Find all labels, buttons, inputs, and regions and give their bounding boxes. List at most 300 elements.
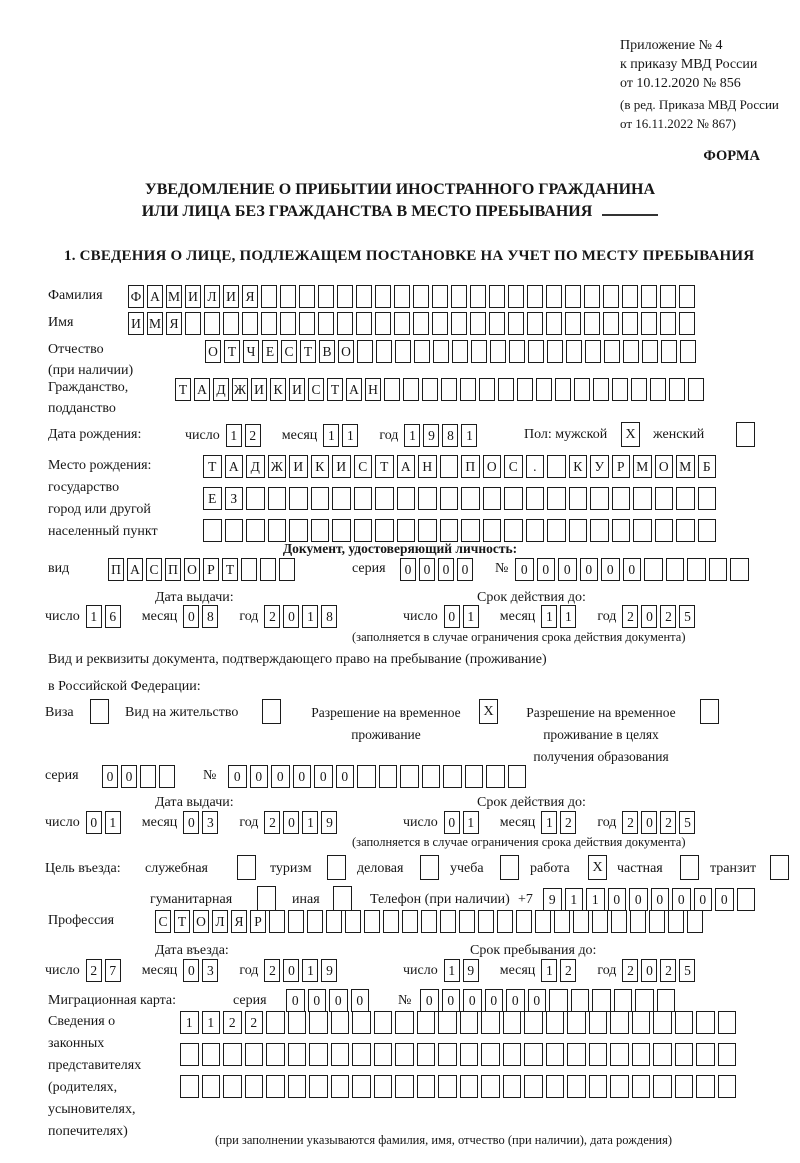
residence-valid-year-boxes[interactable] (622, 811, 698, 834)
char-box[interactable] (527, 312, 543, 335)
char-box[interactable]: 1 (342, 424, 358, 447)
char-box[interactable] (354, 487, 373, 510)
char-box[interactable]: 0 (308, 989, 327, 1012)
char-box[interactable] (679, 312, 695, 335)
char-box[interactable]: И (289, 378, 305, 401)
char-box[interactable] (266, 1075, 285, 1098)
char-box[interactable]: 9 (321, 959, 337, 982)
char-box[interactable]: И (332, 455, 351, 478)
char-box[interactable]: 2 (560, 959, 576, 982)
char-box[interactable]: Т (203, 455, 222, 478)
char-box[interactable]: Н (365, 378, 381, 401)
doc-issue-day-boxes[interactable] (86, 605, 124, 628)
char-box[interactable]: С (308, 378, 324, 401)
char-box[interactable]: 0 (601, 558, 620, 581)
char-box[interactable]: 2 (660, 959, 676, 982)
char-box[interactable] (394, 285, 410, 308)
char-box[interactable] (185, 312, 201, 335)
char-box[interactable] (289, 487, 308, 510)
char-box[interactable] (452, 340, 468, 363)
char-box[interactable] (698, 519, 717, 542)
stay-month-boxes[interactable] (541, 959, 579, 982)
char-box[interactable]: Е (262, 340, 278, 363)
residence-issue-year-boxes[interactable] (264, 811, 340, 834)
char-box[interactable] (374, 1043, 393, 1066)
char-box[interactable] (504, 519, 523, 542)
char-box[interactable] (440, 455, 459, 478)
char-box[interactable]: К (311, 455, 330, 478)
char-box[interactable] (288, 1043, 307, 1066)
char-box[interactable] (345, 910, 361, 933)
char-box[interactable] (374, 1075, 393, 1098)
char-box[interactable] (567, 1075, 586, 1098)
char-box[interactable] (352, 1075, 371, 1098)
char-box[interactable]: Т (174, 910, 190, 933)
purpose-transit-checkbox[interactable] (770, 855, 792, 880)
char-box[interactable] (490, 340, 506, 363)
char-box[interactable] (180, 1075, 199, 1098)
doc-number-boxes[interactable] (515, 558, 752, 581)
char-box[interactable] (443, 765, 462, 788)
doc-seriya-boxes[interactable] (400, 558, 476, 581)
residence-issue-month-boxes[interactable] (183, 811, 221, 834)
char-box[interactable]: Ж (232, 378, 248, 401)
char-box[interactable]: Е (203, 487, 222, 510)
char-box[interactable]: Т (222, 558, 238, 581)
char-box[interactable] (546, 1011, 565, 1034)
char-box[interactable]: 0 (102, 765, 118, 788)
char-box[interactable] (269, 910, 285, 933)
char-box[interactable]: 0 (651, 888, 670, 911)
char-box[interactable]: Р (612, 455, 631, 478)
char-box[interactable] (524, 1043, 543, 1066)
char-box[interactable] (417, 1043, 436, 1066)
char-box[interactable] (451, 285, 467, 308)
char-box[interactable] (400, 765, 419, 788)
char-box[interactable] (546, 1075, 565, 1098)
char-box[interactable] (326, 910, 342, 933)
char-box[interactable] (567, 1011, 586, 1034)
char-box[interactable] (584, 285, 600, 308)
char-box[interactable] (736, 422, 755, 447)
char-box[interactable] (700, 699, 719, 724)
stay-year-boxes[interactable] (622, 959, 698, 982)
char-box[interactable] (669, 378, 685, 401)
char-box[interactable]: 0 (672, 888, 691, 911)
char-box[interactable] (565, 312, 581, 335)
char-box[interactable]: И (289, 455, 308, 478)
surname-boxes[interactable] (128, 285, 698, 308)
char-box[interactable] (299, 312, 315, 335)
char-box[interactable]: Т (375, 455, 394, 478)
char-box[interactable] (403, 378, 419, 401)
char-box[interactable] (309, 1043, 328, 1066)
char-box[interactable] (630, 910, 646, 933)
char-box[interactable] (655, 519, 674, 542)
char-box[interactable] (311, 519, 330, 542)
char-box[interactable] (266, 1043, 285, 1066)
char-box[interactable] (657, 989, 676, 1012)
char-box[interactable]: Б (698, 455, 717, 478)
char-box[interactable] (687, 558, 706, 581)
char-box[interactable]: И (185, 285, 201, 308)
char-box[interactable] (517, 378, 533, 401)
char-box[interactable] (649, 910, 665, 933)
char-box[interactable] (352, 1011, 371, 1034)
citizenship-boxes[interactable] (175, 378, 707, 401)
char-box[interactable] (603, 312, 619, 335)
char-box[interactable]: 0 (286, 989, 305, 1012)
char-box[interactable]: 2 (264, 605, 280, 628)
char-box[interactable]: Ж (268, 455, 287, 478)
char-box[interactable] (433, 340, 449, 363)
char-box[interactable]: С (146, 558, 162, 581)
char-box[interactable] (223, 312, 239, 335)
char-box[interactable]: М (633, 455, 652, 478)
char-box[interactable]: Л (212, 910, 228, 933)
char-box[interactable]: О (193, 910, 209, 933)
char-box[interactable]: 0 (271, 765, 290, 788)
birth-month-boxes[interactable] (323, 424, 361, 447)
char-box[interactable] (737, 888, 756, 911)
char-box[interactable]: А (194, 378, 210, 401)
char-box[interactable] (268, 487, 287, 510)
migration-seriya-boxes[interactable] (286, 989, 372, 1012)
char-box[interactable] (417, 1075, 436, 1098)
char-box[interactable]: 0 (336, 765, 355, 788)
char-box[interactable] (614, 989, 633, 1012)
char-box[interactable] (438, 1075, 457, 1098)
purpose-humanitarian-checkbox[interactable] (257, 886, 279, 911)
char-box[interactable] (610, 1043, 629, 1066)
char-box[interactable]: А (225, 455, 244, 478)
char-box[interactable]: 1 (404, 424, 420, 447)
char-box[interactable] (204, 312, 220, 335)
char-box[interactable]: 8 (202, 605, 218, 628)
doc-valid-day-boxes[interactable] (444, 605, 482, 628)
entry-day-boxes[interactable] (86, 959, 124, 982)
char-box[interactable] (402, 910, 418, 933)
char-box[interactable]: 1 (444, 959, 460, 982)
char-box[interactable] (280, 285, 296, 308)
char-box[interactable]: Т (175, 378, 191, 401)
char-box[interactable]: 0 (641, 605, 657, 628)
char-box[interactable] (438, 1043, 457, 1066)
char-box[interactable] (644, 558, 663, 581)
char-box[interactable] (203, 519, 222, 542)
char-box[interactable]: О (655, 455, 674, 478)
char-box[interactable]: 1 (105, 811, 121, 834)
char-box[interactable] (459, 910, 475, 933)
char-box[interactable] (245, 1043, 264, 1066)
char-box[interactable]: 2 (622, 605, 638, 628)
char-box[interactable] (696, 1043, 715, 1066)
char-box[interactable] (653, 1075, 672, 1098)
char-box[interactable] (356, 312, 372, 335)
char-box[interactable] (288, 1011, 307, 1034)
char-box[interactable]: 0 (608, 888, 627, 911)
char-box[interactable] (422, 378, 438, 401)
char-box[interactable] (375, 519, 394, 542)
char-box[interactable] (622, 312, 638, 335)
char-box[interactable] (590, 519, 609, 542)
char-box[interactable] (535, 910, 551, 933)
char-box[interactable]: 0 (293, 765, 312, 788)
firstname-boxes[interactable] (128, 312, 698, 335)
char-box[interactable] (332, 487, 351, 510)
char-box[interactable] (675, 1043, 694, 1066)
char-box[interactable]: 0 (715, 888, 734, 911)
char-box[interactable] (364, 910, 380, 933)
char-box[interactable] (461, 487, 480, 510)
char-box[interactable] (432, 285, 448, 308)
char-box[interactable] (546, 1043, 565, 1066)
char-box[interactable]: 5 (679, 811, 695, 834)
char-box[interactable] (642, 340, 658, 363)
char-box[interactable] (698, 487, 717, 510)
char-box[interactable]: 0 (444, 605, 460, 628)
char-box[interactable] (549, 989, 568, 1012)
char-box[interactable] (632, 1011, 651, 1034)
char-box[interactable] (374, 1011, 393, 1034)
phone-boxes[interactable] (543, 888, 758, 911)
birth-place-row1-boxes[interactable] (203, 455, 719, 478)
char-box[interactable]: 0 (228, 765, 247, 788)
char-box[interactable] (679, 285, 695, 308)
char-box[interactable]: А (346, 378, 362, 401)
char-box[interactable]: 0 (444, 811, 460, 834)
char-box[interactable] (546, 312, 562, 335)
char-box[interactable] (641, 285, 657, 308)
char-box[interactable] (309, 1011, 328, 1034)
char-box[interactable]: Ч (243, 340, 259, 363)
char-box[interactable]: И (223, 285, 239, 308)
char-box[interactable]: 5 (679, 605, 695, 628)
char-box[interactable]: О (338, 340, 354, 363)
char-box[interactable] (260, 558, 276, 581)
char-box[interactable] (395, 1075, 414, 1098)
char-box[interactable]: О (205, 340, 221, 363)
char-box[interactable] (460, 1043, 479, 1066)
char-box[interactable] (440, 519, 459, 542)
char-box[interactable] (159, 765, 175, 788)
char-box[interactable] (327, 855, 346, 880)
char-box[interactable] (497, 910, 513, 933)
char-box[interactable] (309, 1075, 328, 1098)
char-box[interactable] (289, 519, 308, 542)
char-box[interactable]: 7 (105, 959, 121, 982)
char-box[interactable] (471, 340, 487, 363)
doc-type-boxes[interactable] (108, 558, 298, 581)
char-box[interactable]: 9 (543, 888, 562, 911)
char-box[interactable]: X (588, 855, 607, 880)
residence-seriya-boxes[interactable] (102, 765, 178, 788)
char-box[interactable] (356, 285, 372, 308)
char-box[interactable] (288, 910, 304, 933)
char-box[interactable]: 0 (250, 765, 269, 788)
char-box[interactable]: К (569, 455, 588, 478)
char-box[interactable] (632, 1043, 651, 1066)
char-box[interactable]: 0 (580, 558, 599, 581)
char-box[interactable] (709, 558, 728, 581)
char-box[interactable]: 0 (537, 558, 556, 581)
char-box[interactable] (574, 378, 590, 401)
char-box[interactable]: 0 (183, 605, 199, 628)
char-box[interactable] (481, 1011, 500, 1034)
char-box[interactable] (394, 312, 410, 335)
profession-boxes[interactable] (155, 910, 706, 933)
char-box[interactable] (266, 1011, 285, 1034)
temp-permit-checkbox[interactable] (479, 699, 501, 724)
char-box[interactable] (516, 910, 532, 933)
char-box[interactable]: 9 (321, 811, 337, 834)
char-box[interactable] (268, 519, 287, 542)
char-box[interactable] (318, 285, 334, 308)
char-box[interactable]: А (127, 558, 143, 581)
char-box[interactable] (675, 1011, 694, 1034)
char-box[interactable]: 1 (586, 888, 605, 911)
char-box[interactable]: 0 (314, 765, 333, 788)
char-box[interactable]: 9 (463, 959, 479, 982)
char-box[interactable]: 0 (641, 959, 657, 982)
char-box[interactable] (375, 487, 394, 510)
char-box[interactable] (413, 312, 429, 335)
char-box[interactable] (569, 519, 588, 542)
char-box[interactable] (460, 1011, 479, 1034)
char-box[interactable]: 0 (629, 888, 648, 911)
char-box[interactable]: 1 (565, 888, 584, 911)
purpose-other-checkbox[interactable] (333, 886, 355, 911)
char-box[interactable] (571, 989, 590, 1012)
char-box[interactable] (593, 378, 609, 401)
char-box[interactable] (332, 519, 351, 542)
char-box[interactable] (180, 1043, 199, 1066)
char-box[interactable] (718, 1011, 737, 1034)
char-box[interactable] (331, 1075, 350, 1098)
char-box[interactable] (610, 1075, 629, 1098)
char-box[interactable] (680, 340, 696, 363)
char-box[interactable]: Р (250, 910, 266, 933)
char-box[interactable] (242, 312, 258, 335)
char-box[interactable] (257, 886, 276, 911)
char-box[interactable] (547, 519, 566, 542)
char-box[interactable]: 1 (226, 424, 242, 447)
char-box[interactable] (337, 312, 353, 335)
char-box[interactable]: 1 (463, 811, 479, 834)
char-box[interactable]: 2 (223, 1011, 242, 1034)
char-box[interactable] (676, 519, 695, 542)
migration-number-boxes[interactable] (420, 989, 678, 1012)
visa-checkbox[interactable] (90, 699, 112, 724)
char-box[interactable] (632, 1075, 651, 1098)
char-box[interactable] (650, 378, 666, 401)
char-box[interactable]: 0 (419, 558, 435, 581)
char-box[interactable] (418, 487, 437, 510)
char-box[interactable]: Р (203, 558, 219, 581)
residence-valid-month-boxes[interactable] (541, 811, 579, 834)
char-box[interactable]: 2 (660, 811, 676, 834)
char-box[interactable] (140, 765, 156, 788)
char-box[interactable] (612, 487, 631, 510)
char-box[interactable] (223, 1043, 242, 1066)
char-box[interactable] (589, 1011, 608, 1034)
purpose-official-checkbox[interactable] (237, 855, 259, 880)
char-box[interactable] (440, 910, 456, 933)
char-box[interactable]: 1 (541, 959, 557, 982)
char-box[interactable] (479, 378, 495, 401)
char-box[interactable] (585, 340, 601, 363)
char-box[interactable] (688, 378, 704, 401)
char-box[interactable]: 0 (623, 558, 642, 581)
char-box[interactable]: 2 (86, 959, 102, 982)
char-box[interactable] (451, 312, 467, 335)
char-box[interactable]: 6 (105, 605, 121, 628)
char-box[interactable]: С (281, 340, 297, 363)
char-box[interactable]: Л (204, 285, 220, 308)
char-box[interactable]: . (526, 455, 545, 478)
char-box[interactable]: Я (166, 312, 182, 335)
char-box[interactable] (528, 340, 544, 363)
char-box[interactable] (279, 558, 295, 581)
char-box[interactable] (478, 910, 494, 933)
stay-day-boxes[interactable] (444, 959, 482, 982)
char-box[interactable] (524, 1011, 543, 1034)
char-box[interactable] (202, 1075, 221, 1098)
char-box[interactable]: П (108, 558, 124, 581)
char-box[interactable] (661, 340, 677, 363)
char-box[interactable]: 1 (463, 605, 479, 628)
char-box[interactable] (460, 378, 476, 401)
char-box[interactable] (483, 519, 502, 542)
purpose-tourism-checkbox[interactable] (327, 855, 349, 880)
char-box[interactable] (421, 910, 437, 933)
char-box[interactable] (584, 312, 600, 335)
char-box[interactable]: 1 (180, 1011, 199, 1034)
char-box[interactable]: 0 (528, 989, 547, 1012)
char-box[interactable]: 0 (506, 989, 525, 1012)
char-box[interactable]: 0 (463, 989, 482, 1012)
doc-valid-month-boxes[interactable] (541, 605, 579, 628)
edu-permit-checkbox[interactable] (700, 699, 722, 724)
char-box[interactable]: О (184, 558, 200, 581)
char-box[interactable]: П (461, 455, 480, 478)
char-box[interactable] (526, 487, 545, 510)
char-box[interactable]: 0 (442, 989, 461, 1012)
purpose-work-checkbox[interactable] (588, 855, 610, 880)
char-box[interactable] (526, 519, 545, 542)
char-box[interactable]: Д (246, 455, 265, 478)
char-box[interactable]: 0 (121, 765, 137, 788)
char-box[interactable] (395, 1011, 414, 1034)
char-box[interactable] (718, 1075, 737, 1098)
char-box[interactable]: 2 (622, 811, 638, 834)
char-box[interactable] (441, 378, 457, 401)
char-box[interactable] (489, 285, 505, 308)
char-box[interactable] (668, 910, 684, 933)
char-box[interactable] (603, 285, 619, 308)
char-box[interactable] (432, 312, 448, 335)
char-box[interactable]: 1 (302, 811, 318, 834)
char-box[interactable] (569, 487, 588, 510)
char-box[interactable] (641, 312, 657, 335)
char-box[interactable] (354, 519, 373, 542)
char-box[interactable] (486, 765, 505, 788)
char-box[interactable] (241, 558, 257, 581)
birth-place-row3-boxes[interactable] (203, 519, 719, 542)
char-box[interactable]: 2 (264, 959, 280, 982)
char-box[interactable] (503, 1075, 522, 1098)
char-box[interactable] (331, 1043, 350, 1066)
